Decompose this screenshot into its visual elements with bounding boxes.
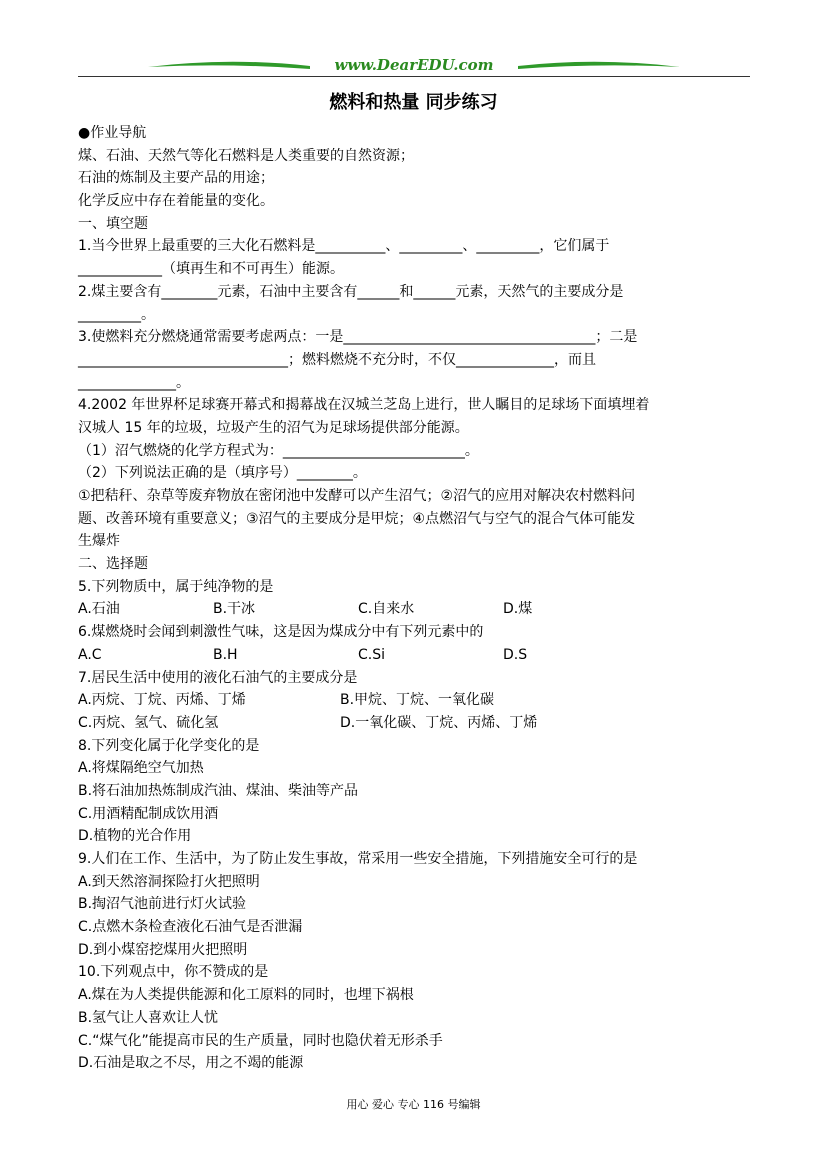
answer-options: [78, 712, 750, 735]
text-line: 一、填空题: [78, 215, 148, 232]
text-line: （1）沼气燃烧的化学方程式为：__________________________。: [78, 442, 479, 459]
text-line: 5.下列物质中，属于纯净物的是: [78, 578, 274, 595]
text-line: ●作业导航: [78, 125, 147, 141]
answer-option: C.丙烷、氢气、硫化氢: [78, 714, 219, 731]
site-header: [78, 55, 750, 77]
answer-option: A.石油: [78, 601, 120, 618]
page-footer: 用心 爱心 专心 116 号编辑: [346, 1098, 481, 1111]
text-line: _________。: [78, 306, 155, 323]
text-line: 3.使燃料充分燃烧通常需要考虑两点：一是____________________________________；二是: [78, 329, 638, 346]
answer-option: C.Si: [358, 646, 386, 663]
text-line: A.煤在为人类提供能源和化工原料的同时，也埋下祸根: [78, 987, 414, 1004]
answer-option: D.S: [503, 646, 528, 663]
answer-options: [78, 598, 750, 621]
text-line: ______________。: [78, 374, 190, 391]
answer-option: B.干冰: [213, 601, 256, 618]
answer-option: D.煤: [503, 601, 533, 618]
answer-option: B.H: [213, 646, 238, 663]
answer-option: B.甲烷、丁烷、一氧化碳: [340, 692, 495, 709]
text-line: 汉城人 15 年的垃圾，垃圾产生的沼气为足球场提供部分能源。: [78, 419, 469, 436]
page-title: 燃料和热量 同步练习: [329, 92, 498, 113]
text-line: B.氢气让人喜欢让人忧: [78, 1009, 219, 1026]
text-line: 题、改善环境有重要意义；③沼气的主要成分是甲烷；④点燃沼气与空气的混合气体可能发: [78, 510, 636, 527]
answer-option: D.一氧化碳、丁烷、丙烯、丁烯: [340, 714, 538, 731]
text-line: 化学反应中存在着能量的变化。: [78, 193, 274, 210]
answer-options: [78, 644, 750, 667]
text-line: A.到天然溶洞探险打火把照明: [78, 873, 260, 890]
text-line: 8.下列变化属于化学变化的是: [78, 737, 260, 754]
text-line: C.点燃木条检查液化石油气是否泄漏: [78, 919, 303, 936]
text-line: 石油的炼制及主要产品的用途；: [78, 170, 274, 187]
text-line: （2）下列说法正确的是（填序号）________。: [78, 465, 367, 482]
text-line: ①把秸秆、杂草等废弃物放在密闭池中发酵可以产生沼气；②沼气的应用对解决农村燃料问: [78, 488, 636, 504]
site-url[interactable]: www.DearEDU.com: [334, 56, 494, 74]
text-line: 二、选择题: [78, 556, 148, 573]
text-line: D.石油是取之不尽，用之不竭的能源: [78, 1055, 304, 1072]
answer-option: A.丙烷、丁烷、丙烯、丁烯: [78, 692, 246, 709]
document-body: [78, 122, 750, 1075]
text-line: 煤、石油、天然气等化石燃料是人类重要的自然资源；: [78, 147, 414, 164]
answer-option: A.C: [78, 646, 102, 663]
text-line: 生爆炸: [78, 533, 120, 550]
text-line: C.用酒精配制成饮用酒: [78, 805, 219, 822]
text-line: 1.当今世界上最重要的三大化石燃料是__________、_________、_________，它们属于: [78, 238, 610, 255]
text-line: 10.下列观点中，你不赞成的是: [78, 964, 269, 981]
text-line: ____________（填再生和不可再生）能源。: [78, 261, 344, 278]
text-line: B.将石油加热炼制成汽油、煤油、柴油等产品: [78, 782, 359, 799]
text-line: 9.人们在工作、生活中，为了防止发生事故，常采用一些安全措施，下列措施安全可行的是: [78, 851, 638, 867]
answer-options: [78, 689, 750, 712]
text-line: 4.2002 年世界杯足球赛开幕式和揭幕战在汉城兰芝岛上进行，世人瞩目的足球场下面填埋着: [78, 397, 650, 414]
header-divider: [78, 76, 750, 77]
text-line: D.植物的光合作用: [78, 828, 192, 845]
text-line: 6.煤燃烧时会闻到刺激性气味，这是因为煤成分中有下列元素中的: [78, 624, 484, 641]
text-line: A.将煤隔绝空气加热: [78, 760, 204, 777]
text-line: B.掏沼气池前进行灯火试验: [78, 896, 247, 913]
answer-option: C.自来水: [358, 601, 415, 618]
text-line: C.“煤气化”能提高市民的生产质量，同时也隐伏着无形杀手: [78, 1032, 443, 1049]
text-line: D.到小煤窑挖煤用火把照明: [78, 941, 248, 958]
text-line: ______________________________；燃料燃烧不充分时，不仅______________，而且: [78, 351, 596, 368]
text-line: 2.煤主要含有________元素，石油中主要含有______和______元素，天然气的主要成分是: [78, 283, 624, 300]
text-line: 7.居民生活中使用的液化石油气的主要成分是: [78, 669, 358, 686]
